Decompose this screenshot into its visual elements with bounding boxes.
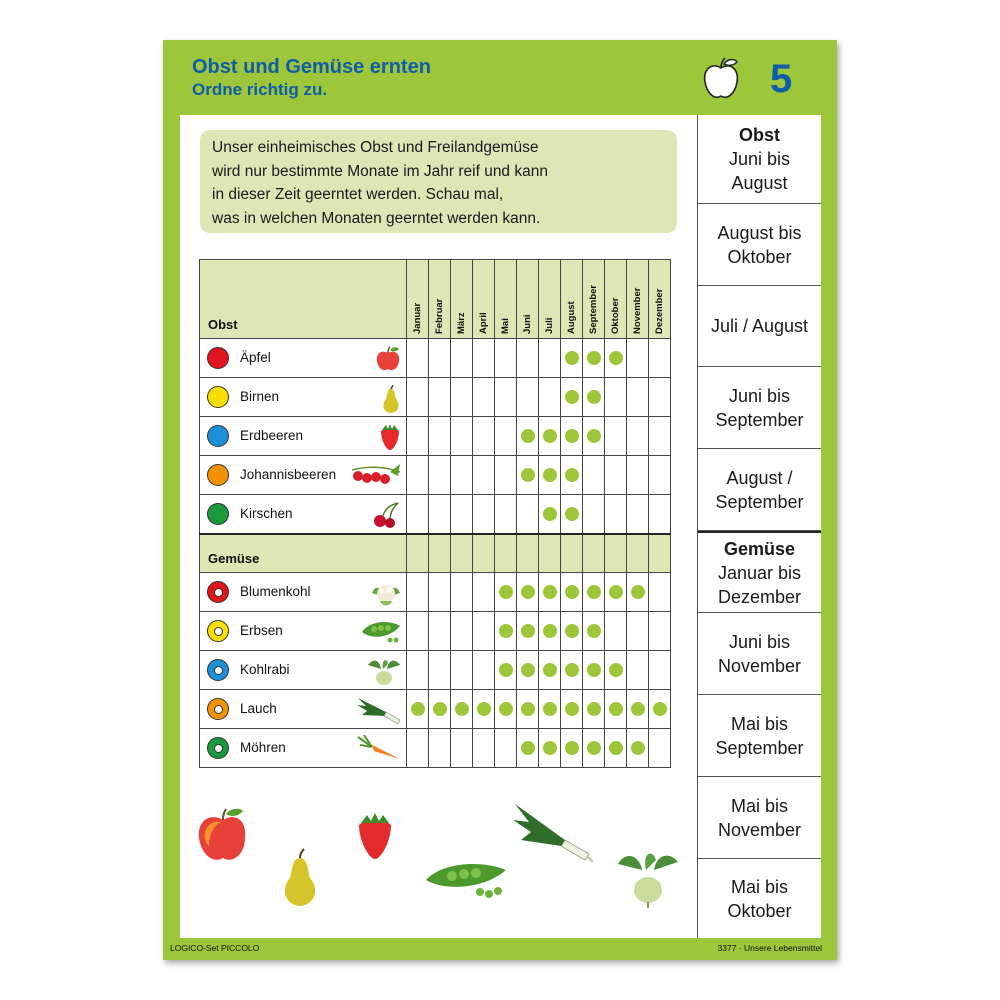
footer-right: 3377 · Unsere Lebensmittel bbox=[717, 943, 822, 953]
month-cell bbox=[539, 573, 561, 612]
month-cell bbox=[517, 651, 539, 690]
month-cell bbox=[627, 378, 649, 417]
intro-text-box bbox=[200, 130, 677, 233]
leek-picture bbox=[511, 800, 593, 871]
harvest-dot bbox=[543, 429, 557, 443]
month-cell bbox=[517, 378, 539, 417]
page-title: Obst und Gemüse ernten bbox=[192, 56, 431, 78]
answer-card[interactable] bbox=[698, 286, 821, 367]
month-label: August bbox=[566, 301, 577, 334]
answer-line: November bbox=[717, 655, 802, 676]
answer-line: Juni bis bbox=[728, 385, 791, 406]
month-cell bbox=[473, 729, 495, 768]
month-cell bbox=[605, 495, 627, 535]
harvest-dot bbox=[565, 741, 579, 755]
month-cell bbox=[605, 729, 627, 768]
harvest-dot bbox=[565, 507, 579, 521]
month-label: Oktober bbox=[610, 297, 621, 334]
harvest-dot bbox=[499, 663, 513, 677]
month-cell bbox=[583, 456, 605, 495]
month-cell bbox=[539, 417, 561, 456]
harvest-dot bbox=[499, 702, 513, 716]
month-cell bbox=[583, 690, 605, 729]
harvest-dot bbox=[543, 507, 557, 521]
answer-line: Mai bis bbox=[730, 876, 788, 897]
month-cell bbox=[407, 378, 429, 417]
kohlrabi-icon bbox=[366, 657, 402, 692]
month-cell bbox=[495, 417, 517, 456]
month-cell bbox=[451, 339, 473, 378]
month-cell bbox=[451, 417, 473, 456]
month-label: Mai bbox=[500, 318, 511, 334]
harvest-dot bbox=[543, 468, 557, 482]
month-cell bbox=[407, 456, 429, 495]
answer-line: September bbox=[715, 409, 804, 430]
harvest-dot bbox=[587, 390, 601, 404]
month-label: September bbox=[588, 284, 599, 334]
harvest-dot bbox=[521, 702, 535, 716]
answer-line: September bbox=[715, 737, 804, 758]
month-cell bbox=[583, 729, 605, 768]
color-marker bbox=[207, 503, 229, 525]
peas-picture bbox=[422, 858, 510, 905]
apple-picture bbox=[193, 806, 251, 871]
pear-icon bbox=[380, 384, 402, 419]
harvest-dot bbox=[565, 351, 579, 365]
month-cell bbox=[561, 417, 583, 456]
color-marker bbox=[207, 347, 229, 369]
month-cell bbox=[627, 612, 649, 651]
month-cell bbox=[451, 573, 473, 612]
answer-line: November bbox=[717, 819, 802, 840]
harvest-dot bbox=[587, 663, 601, 677]
month-label: März bbox=[456, 312, 467, 334]
month-cell bbox=[473, 339, 495, 378]
footer-left: LOGICO-Set PICCOLO bbox=[170, 943, 260, 953]
peas-icon bbox=[360, 618, 402, 649]
harvest-dot bbox=[565, 468, 579, 482]
month-label: Februar bbox=[434, 298, 445, 334]
table-row bbox=[200, 495, 671, 535]
month-cell bbox=[583, 495, 605, 535]
card-number: 5 bbox=[770, 57, 793, 101]
harvest-dot bbox=[499, 624, 513, 638]
month-cell bbox=[473, 378, 495, 417]
answer-line: Mai bis bbox=[730, 795, 788, 816]
month-cell bbox=[561, 612, 583, 651]
month-label: Dezember bbox=[654, 288, 665, 334]
month-cell bbox=[627, 651, 649, 690]
answer-line: Januar bis bbox=[717, 562, 802, 583]
month-cell bbox=[495, 495, 517, 535]
harvest-table bbox=[199, 259, 671, 768]
item-name: Kirschen bbox=[240, 506, 293, 521]
month-cell bbox=[473, 456, 495, 495]
month-cell bbox=[473, 573, 495, 612]
color-marker bbox=[207, 386, 229, 408]
harvest-dot bbox=[543, 663, 557, 677]
table-row bbox=[200, 339, 671, 378]
cherry-icon bbox=[370, 501, 402, 534]
answer-line: Mai bis bbox=[730, 713, 788, 734]
intro-line: wird nur bestimmte Monate im Jahr reif und kann bbox=[212, 162, 548, 180]
harvest-dot bbox=[609, 585, 623, 599]
harvest-dot bbox=[587, 429, 601, 443]
answer-heading: Gemüse bbox=[723, 538, 796, 559]
section-label: Obst bbox=[208, 317, 238, 332]
harvest-dot bbox=[565, 624, 579, 638]
month-cell bbox=[473, 495, 495, 535]
month-cell bbox=[429, 729, 451, 768]
month-cell bbox=[627, 417, 649, 456]
month-cell bbox=[407, 417, 429, 456]
color-marker bbox=[207, 425, 229, 447]
section-header-obst bbox=[200, 260, 671, 339]
month-cell bbox=[649, 690, 671, 729]
month-cell bbox=[605, 573, 627, 612]
harvest-dot bbox=[521, 741, 535, 755]
harvest-dot bbox=[631, 585, 645, 599]
month-cell bbox=[649, 339, 671, 378]
harvest-dot bbox=[521, 663, 535, 677]
month-cell bbox=[473, 651, 495, 690]
month-cell bbox=[495, 339, 517, 378]
month-cell bbox=[407, 690, 429, 729]
apple-icon bbox=[374, 345, 402, 378]
strawberry-picture bbox=[355, 811, 395, 866]
answer-line: Juni bis bbox=[728, 149, 791, 169]
harvest-dot bbox=[587, 585, 601, 599]
answer-card[interactable] bbox=[698, 204, 821, 286]
month-cell bbox=[451, 378, 473, 417]
month-cell bbox=[429, 612, 451, 651]
leek-icon bbox=[356, 696, 402, 731]
harvest-dot bbox=[565, 702, 579, 716]
month-cell bbox=[429, 573, 451, 612]
month-cell bbox=[429, 495, 451, 535]
redcurrant-icon bbox=[350, 462, 402, 493]
item-name: Möhren bbox=[240, 740, 286, 755]
month-cell bbox=[495, 729, 517, 768]
item-name: Blumenkohl bbox=[240, 584, 311, 599]
month-cell bbox=[451, 690, 473, 729]
item-name: Äpfel bbox=[240, 350, 271, 365]
month-cell bbox=[649, 729, 671, 768]
harvest-dot bbox=[609, 351, 623, 365]
month-cell bbox=[539, 729, 561, 768]
harvest-dot bbox=[587, 702, 601, 716]
month-cell bbox=[649, 417, 671, 456]
color-marker bbox=[207, 620, 229, 642]
intro-line: in dieser Zeit geerntet werden. Schau mal, bbox=[212, 186, 504, 203]
month-cell bbox=[429, 690, 451, 729]
answer-line: August bbox=[731, 173, 788, 193]
month-label: Juli bbox=[544, 317, 555, 334]
item-name: Birnen bbox=[240, 389, 280, 404]
month-cell bbox=[627, 690, 649, 729]
color-marker bbox=[207, 698, 229, 720]
harvest-dot bbox=[653, 702, 667, 716]
item-name: Johannisbeeren bbox=[240, 467, 337, 482]
table-row bbox=[200, 612, 671, 651]
table-row bbox=[200, 690, 671, 729]
answer-card[interactable] bbox=[698, 777, 821, 859]
harvest-dot bbox=[609, 741, 623, 755]
harvest-dot bbox=[587, 624, 601, 638]
month-cell bbox=[649, 495, 671, 535]
answer-line: Dezember bbox=[717, 586, 802, 607]
month-cell bbox=[407, 573, 429, 612]
month-cell bbox=[561, 495, 583, 535]
item-name: Erbsen bbox=[240, 623, 283, 638]
harvest-dot bbox=[565, 390, 579, 404]
month-label: Juni bbox=[522, 314, 533, 334]
pear-picture bbox=[278, 848, 322, 915]
month-label: November bbox=[632, 287, 643, 334]
harvest-dot bbox=[521, 468, 535, 482]
month-cell bbox=[561, 573, 583, 612]
month-cell bbox=[605, 651, 627, 690]
month-cell bbox=[495, 651, 517, 690]
answer-column bbox=[697, 115, 821, 938]
answer-card[interactable] bbox=[698, 367, 821, 449]
month-cell bbox=[517, 573, 539, 612]
answer-card[interactable] bbox=[698, 449, 821, 531]
harvest-dot bbox=[433, 702, 447, 716]
answer-line: Oktober bbox=[727, 900, 792, 921]
month-cell bbox=[407, 729, 429, 768]
month-cell bbox=[561, 339, 583, 378]
answer-line: September bbox=[715, 491, 804, 512]
month-cell bbox=[517, 729, 539, 768]
month-cell bbox=[539, 612, 561, 651]
month-cell bbox=[583, 339, 605, 378]
month-cell bbox=[583, 612, 605, 651]
month-cell bbox=[561, 651, 583, 690]
table-row bbox=[200, 417, 671, 456]
harvest-dot bbox=[543, 585, 557, 599]
month-cell bbox=[495, 612, 517, 651]
answer-card[interactable] bbox=[698, 613, 821, 695]
kohlrabi-picture bbox=[612, 846, 684, 913]
month-cell bbox=[451, 456, 473, 495]
month-cell bbox=[539, 339, 561, 378]
harvest-dot bbox=[565, 663, 579, 677]
cauliflower-icon bbox=[370, 579, 402, 614]
month-cell bbox=[605, 417, 627, 456]
answer-line: August bis bbox=[717, 222, 802, 243]
harvest-dot bbox=[565, 585, 579, 599]
harvest-dot bbox=[609, 663, 623, 677]
harvest-dot bbox=[499, 585, 513, 599]
answer-card[interactable] bbox=[698, 695, 821, 777]
month-cell bbox=[473, 417, 495, 456]
month-cell bbox=[407, 339, 429, 378]
month-cell bbox=[429, 417, 451, 456]
harvest-dot bbox=[543, 624, 557, 638]
month-cell bbox=[517, 612, 539, 651]
month-cell bbox=[517, 417, 539, 456]
answer-card[interactable] bbox=[698, 859, 821, 938]
month-cell bbox=[605, 339, 627, 378]
month-cell bbox=[539, 378, 561, 417]
harvest-dot bbox=[631, 702, 645, 716]
harvest-dot bbox=[521, 429, 535, 443]
color-marker bbox=[207, 464, 229, 486]
month-cell bbox=[495, 378, 517, 417]
item-name: Erdbeeren bbox=[240, 428, 304, 443]
apple-outline-icon bbox=[697, 54, 745, 107]
month-cell bbox=[495, 573, 517, 612]
page-subtitle: Ordne richtig zu. bbox=[192, 80, 328, 99]
harvest-dot bbox=[543, 702, 557, 716]
month-cell bbox=[627, 495, 649, 535]
month-cell bbox=[627, 339, 649, 378]
month-cell bbox=[429, 339, 451, 378]
answer-line: Juni bis bbox=[728, 631, 791, 652]
harvest-dot bbox=[455, 702, 469, 716]
intro-line: was in welchen Monaten geerntet werden kann. bbox=[212, 209, 541, 227]
color-marker bbox=[207, 659, 229, 681]
month-cell bbox=[583, 651, 605, 690]
harvest-dot bbox=[411, 702, 425, 716]
month-label: April bbox=[478, 312, 489, 334]
month-cell bbox=[429, 456, 451, 495]
answer-line: August / bbox=[726, 467, 793, 488]
intro-line: Unser einheimisches Obst und Freilandgemüse bbox=[212, 139, 539, 156]
harvest-dot bbox=[521, 585, 535, 599]
month-cell bbox=[539, 495, 561, 535]
month-cell bbox=[605, 612, 627, 651]
month-cell bbox=[539, 690, 561, 729]
month-cell bbox=[583, 573, 605, 612]
month-cell bbox=[627, 729, 649, 768]
month-cell bbox=[539, 651, 561, 690]
answer-card[interactable] bbox=[698, 115, 821, 204]
month-cell bbox=[583, 417, 605, 456]
harvest-dot bbox=[521, 624, 535, 638]
month-cell bbox=[561, 378, 583, 417]
month-cell bbox=[539, 456, 561, 495]
month-cell bbox=[627, 573, 649, 612]
month-cell bbox=[627, 456, 649, 495]
month-cell bbox=[561, 690, 583, 729]
answer-line: Juli / August bbox=[710, 316, 809, 336]
harvest-dot bbox=[587, 741, 601, 755]
month-cell bbox=[605, 378, 627, 417]
month-cell bbox=[451, 495, 473, 535]
month-cell bbox=[495, 690, 517, 729]
harvest-dot bbox=[587, 351, 601, 365]
month-cell bbox=[429, 378, 451, 417]
month-cell bbox=[473, 612, 495, 651]
month-cell bbox=[517, 690, 539, 729]
table-row bbox=[200, 378, 671, 417]
month-cell bbox=[605, 456, 627, 495]
month-cell bbox=[517, 495, 539, 535]
answer-heading: Obst bbox=[738, 125, 780, 145]
answer-line: Oktober bbox=[727, 246, 792, 267]
month-cell bbox=[649, 612, 671, 651]
month-cell bbox=[407, 495, 429, 535]
color-marker bbox=[207, 737, 229, 759]
month-cell bbox=[649, 651, 671, 690]
month-cell bbox=[429, 651, 451, 690]
harvest-dot bbox=[565, 429, 579, 443]
month-label: Januar bbox=[412, 302, 423, 334]
month-cell bbox=[451, 651, 473, 690]
month-cell bbox=[451, 612, 473, 651]
item-name: Lauch bbox=[240, 701, 277, 716]
month-cell bbox=[517, 339, 539, 378]
harvest-dot bbox=[477, 702, 491, 716]
month-cell bbox=[451, 729, 473, 768]
month-cell bbox=[649, 456, 671, 495]
table-row bbox=[200, 573, 671, 612]
month-cell bbox=[583, 378, 605, 417]
table-row bbox=[200, 729, 671, 768]
month-cell bbox=[561, 456, 583, 495]
harvest-dot bbox=[609, 702, 623, 716]
month-cell bbox=[407, 612, 429, 651]
month-cell bbox=[473, 690, 495, 729]
month-cell bbox=[495, 456, 517, 495]
month-cell bbox=[605, 690, 627, 729]
month-cell bbox=[561, 729, 583, 768]
color-marker bbox=[207, 581, 229, 603]
month-cell bbox=[649, 573, 671, 612]
month-cell bbox=[517, 456, 539, 495]
item-name: Kohlrabi bbox=[240, 662, 290, 677]
carrot-icon bbox=[356, 735, 402, 766]
harvest-dot bbox=[631, 741, 645, 755]
section-label: Gemüse bbox=[208, 551, 260, 566]
table-row bbox=[200, 651, 671, 690]
month-cell bbox=[407, 651, 429, 690]
section-header-gemüse bbox=[200, 534, 671, 573]
answer-card[interactable] bbox=[698, 531, 821, 613]
strawberry-icon bbox=[378, 423, 402, 456]
harvest-dot bbox=[543, 741, 557, 755]
table-row bbox=[200, 456, 671, 495]
month-cell bbox=[649, 378, 671, 417]
